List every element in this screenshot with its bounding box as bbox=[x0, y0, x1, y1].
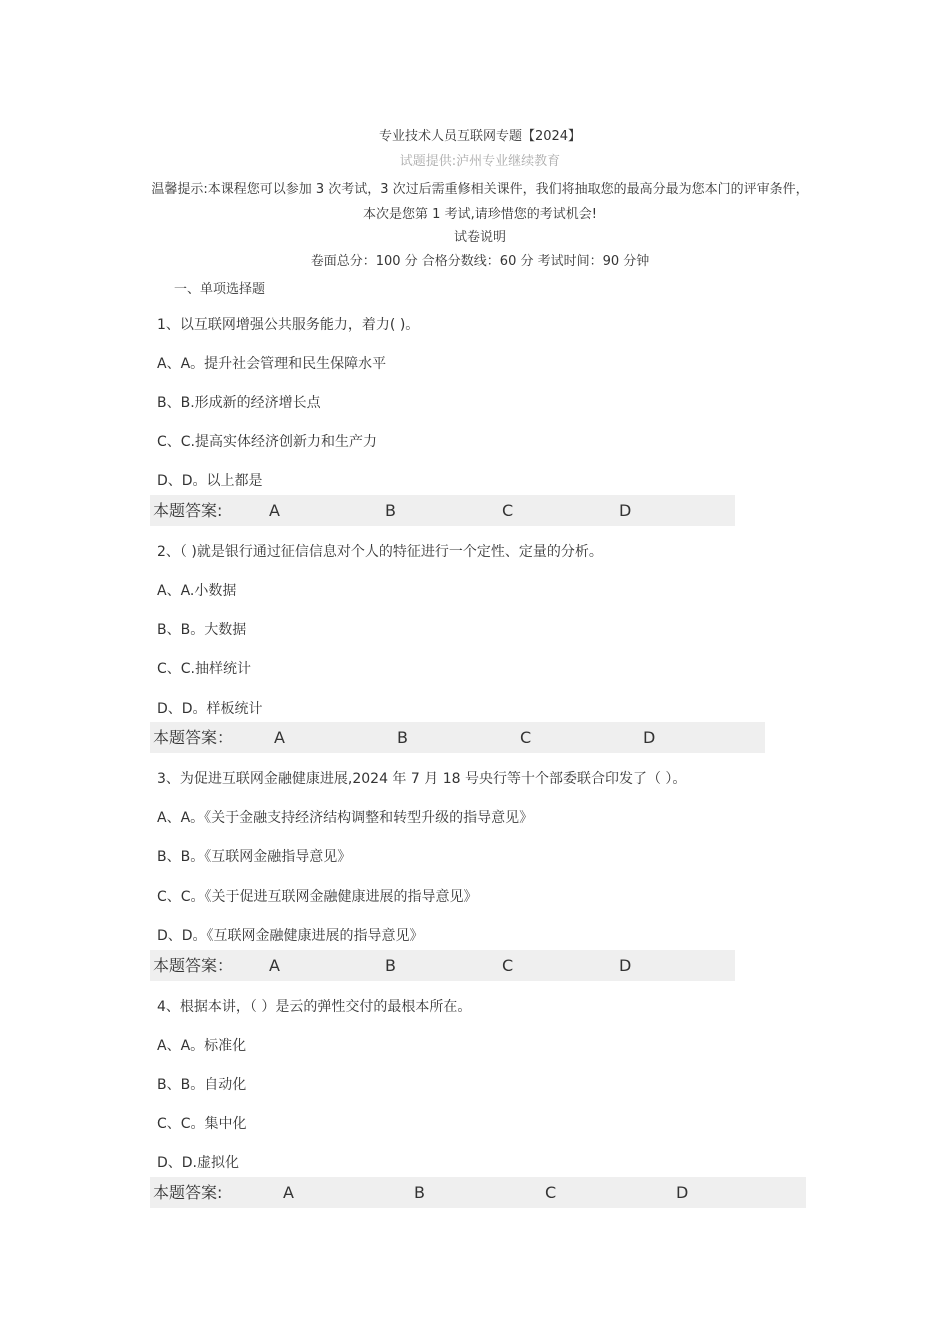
answer-choice-b[interactable]: B bbox=[385, 501, 396, 520]
answer-label: 本题答案: bbox=[153, 1183, 223, 1202]
question-2-answer-bar bbox=[150, 722, 765, 753]
question-4-option-c: C、C。集中化 bbox=[157, 1116, 247, 1132]
question-1-option-a: A、A。提升社会管理和民生保障水平 bbox=[157, 356, 387, 372]
answer-label: 本题答案: bbox=[153, 501, 223, 520]
answer-choice-b[interactable]: B bbox=[385, 956, 396, 975]
exam-title: 专业技术人员互联网专题【2024】 bbox=[378, 129, 582, 144]
question-4-text: 4、根据本讲，（ ）是云的弹性交付的最根本所在。 bbox=[157, 999, 472, 1015]
answer-label: 本题答案： bbox=[153, 728, 234, 747]
answer-choice-a[interactable]: A bbox=[269, 956, 280, 975]
question-1-answer-bar bbox=[150, 495, 735, 526]
answer-choice-b[interactable]: B bbox=[414, 1183, 425, 1202]
answer-choice-a[interactable]: A bbox=[283, 1183, 294, 1202]
answer-choice-b[interactable]: B bbox=[397, 728, 408, 747]
answer-choice-c[interactable]: C bbox=[520, 728, 532, 747]
exam-score-info: 卷面总分：100 分 合格分数线：60 分 考试时间：90 分钟 bbox=[310, 254, 650, 269]
question-4-option-d: D、D.虚拟化 bbox=[157, 1155, 240, 1171]
exam-provider: 试题提供:泸州专业继续教育 bbox=[399, 154, 561, 169]
question-1-option-c: C、C.提高实体经济创新力和生产力 bbox=[157, 434, 378, 450]
question-3-answer-bar bbox=[150, 950, 735, 981]
answer-choice-c[interactable]: C bbox=[502, 501, 514, 520]
question-3-option-b: B、B。《互联网金融指导意见》 bbox=[157, 849, 352, 865]
answer-choice-d[interactable]: D bbox=[676, 1183, 689, 1202]
question-4-answer-bar bbox=[150, 1177, 806, 1208]
question-2-option-a: A、A.小数据 bbox=[157, 583, 237, 599]
question-1-text: 1、以互联网增强公共服务能力，着力( )。 bbox=[157, 317, 420, 333]
question-3-text: 3、为促进互联网金融健康进展,2024 年 7 月 18 号央行等十个部委联合印发了（ ）。 bbox=[157, 771, 687, 787]
question-2-option-d: D、D。样板统计 bbox=[157, 701, 263, 717]
question-3-option-c: C、C。《关于促进互联网金融健康进展的指导意见》 bbox=[157, 889, 478, 905]
answer-choice-a[interactable]: A bbox=[274, 728, 285, 747]
answer-choice-a[interactable]: A bbox=[269, 501, 280, 520]
question-3-option-d: D、D。《互联网金融健康进展的指导意见》 bbox=[157, 928, 424, 944]
exam-description-label: 试卷说明 bbox=[453, 230, 506, 245]
question-2-option-b: B、B。大数据 bbox=[157, 622, 247, 638]
answer-label: 本题答案： bbox=[153, 956, 234, 975]
answer-choice-d[interactable]: D bbox=[619, 956, 632, 975]
question-4-option-a: A、A。标准化 bbox=[157, 1038, 247, 1054]
section-title: 一、单项选择题 bbox=[174, 282, 266, 297]
answer-choice-d[interactable]: D bbox=[619, 501, 632, 520]
question-3-option-a: A、A。《关于金融支持经济结构调整和转型升级的指导意见》 bbox=[157, 810, 534, 826]
answer-choice-d[interactable]: D bbox=[643, 728, 656, 747]
question-2-text: 2、（ )就是银行通过征信信息对个人的特征进行一个定性、定量的分析。 bbox=[157, 544, 603, 560]
question-1-option-b: B、B.形成新的经济增长点 bbox=[157, 395, 321, 411]
question-2-option-c: C、C.抽样统计 bbox=[157, 661, 252, 677]
answer-choice-c[interactable]: C bbox=[545, 1183, 557, 1202]
question-4-option-b: B、B。自动化 bbox=[157, 1077, 247, 1093]
exam-notice: 温馨提示:本课程您可以参加 3 次考试，3 次过后需重修相关课件，我们将抽取您的最高分最为您本门的评审条件，本次是您第 1 考试,请珍惜您的考试机会! bbox=[151, 182, 809, 222]
answer-choice-c[interactable]: C bbox=[502, 956, 514, 975]
question-1-option-d: D、D。以上都是 bbox=[157, 473, 263, 489]
